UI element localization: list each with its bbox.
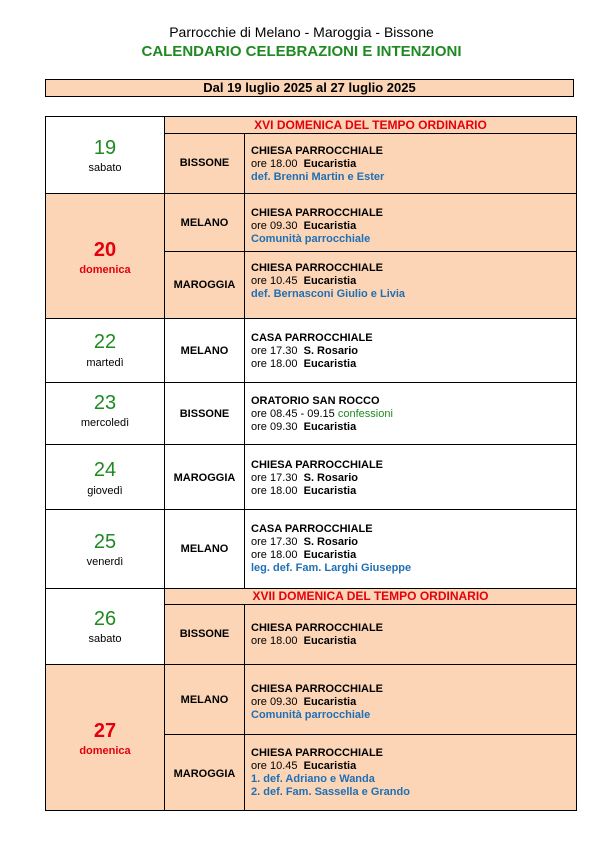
event-line: ore 18.00 Eucaristia — [251, 485, 357, 497]
event-intention: Comunità parrocchiale — [251, 709, 371, 721]
event-entry — [251, 207, 573, 246]
event-entry — [251, 523, 573, 575]
event-intention: def. Brenni Martin e Ester — [251, 171, 385, 183]
day-number: 25 — [93, 531, 117, 553]
event-entry — [251, 395, 573, 434]
date-range-bar: Dal 19 luglio 2025 al 27 luglio 2025 — [45, 79, 574, 97]
parish-name: MELANO — [180, 217, 229, 229]
day-number: 26 — [93, 608, 117, 630]
event-entry — [251, 145, 573, 184]
day-name: giovedì — [87, 485, 123, 497]
event-entry — [251, 683, 573, 722]
day-name: domenica — [79, 264, 131, 276]
event-intention: 1. def. Adriano e Wanda — [251, 773, 375, 785]
parish-name: MELANO — [180, 345, 229, 357]
event-line: ore 17.30 S. Rosario — [251, 345, 359, 357]
event-place: CHIESA PARROCCHIALE — [251, 747, 384, 759]
day-number: 23 — [93, 392, 117, 414]
event-intention: def. Bernasconi Giulio e Livia — [251, 288, 406, 300]
event-intention: leg. def. Fam. Larghi Giuseppe — [251, 562, 412, 574]
event-entry — [251, 459, 573, 498]
sunday-banner: XVII DOMENICA DEL TEMPO ORDINARIO — [252, 589, 489, 603]
event-line: ore 18.00 Eucaristia — [251, 358, 357, 370]
event-line: ore 09.30 Eucaristia — [251, 220, 357, 232]
parish-name: MAROGGIA — [173, 279, 236, 291]
event-line: ore 10.45 Eucaristia — [251, 275, 357, 287]
event-place: ORATORIO SAN ROCCO — [251, 395, 380, 407]
event-intention: Comunità parrocchiale — [251, 233, 371, 245]
parish-name: MELANO — [180, 694, 229, 706]
event-line: ore 18.00 Eucaristia — [251, 158, 357, 170]
calendar-title: CALENDARIO CELEBRAZIONI E INTENZIONI — [141, 43, 462, 60]
parish-name: MAROGGIA — [173, 768, 236, 780]
event-line: ore 08.45 - 09.15 confessioni — [251, 408, 393, 420]
event-entry — [251, 332, 573, 371]
day-number: 27 — [93, 720, 117, 742]
day-number: 22 — [93, 331, 117, 353]
event-entry — [251, 747, 573, 799]
event-place: CHIESA PARROCCHIALE — [251, 622, 384, 634]
event-place: CHIESA PARROCCHIALE — [251, 262, 384, 274]
day-name: domenica — [79, 745, 131, 757]
event-place: CASA PARROCCHIALE — [251, 332, 373, 344]
parish-name: BISSONE — [179, 157, 230, 169]
sunday-banner: XVI DOMENICA DEL TEMPO ORDINARIO — [254, 118, 487, 132]
event-entry — [251, 262, 573, 301]
parishes-heading: Parrocchie di Melano - Maroggia - Bissone — [169, 24, 434, 40]
event-place: CHIESA PARROCCHIALE — [251, 683, 384, 695]
parish-name: MELANO — [180, 543, 229, 555]
event-line: ore 10.45 Eucaristia — [251, 760, 357, 772]
event-place: CHIESA PARROCCHIALE — [251, 207, 384, 219]
day-number: 24 — [93, 459, 117, 481]
day-name: mercoledì — [80, 417, 130, 429]
day-name: sabato — [88, 162, 122, 174]
parish-name: BISSONE — [179, 628, 230, 640]
event-entry — [251, 622, 573, 648]
day-number: 20 — [93, 239, 117, 261]
event-line: ore 09.30 Eucaristia — [251, 696, 357, 708]
event-intention: 2. def. Fam. Sassella e Grando — [251, 786, 410, 798]
event-line: ore 17.30 S. Rosario — [251, 536, 359, 548]
event-line: ore 17.30 S. Rosario — [251, 472, 359, 484]
event-place: CASA PARROCCHIALE — [251, 523, 373, 535]
day-name: venerdì — [86, 556, 124, 568]
day-number: 19 — [93, 137, 117, 159]
day-name: sabato — [88, 633, 122, 645]
event-place: CHIESA PARROCCHIALE — [251, 145, 384, 157]
event-line: ore 09.30 Eucaristia — [251, 421, 357, 433]
event-line: ore 18.00 Eucaristia — [251, 635, 357, 647]
parish-name: MAROGGIA — [173, 472, 236, 484]
event-place: CHIESA PARROCCHIALE — [251, 459, 384, 471]
day-name: martedì — [86, 357, 124, 369]
parish-name: BISSONE — [179, 408, 230, 420]
event-line: ore 18.00 Eucaristia — [251, 549, 357, 561]
